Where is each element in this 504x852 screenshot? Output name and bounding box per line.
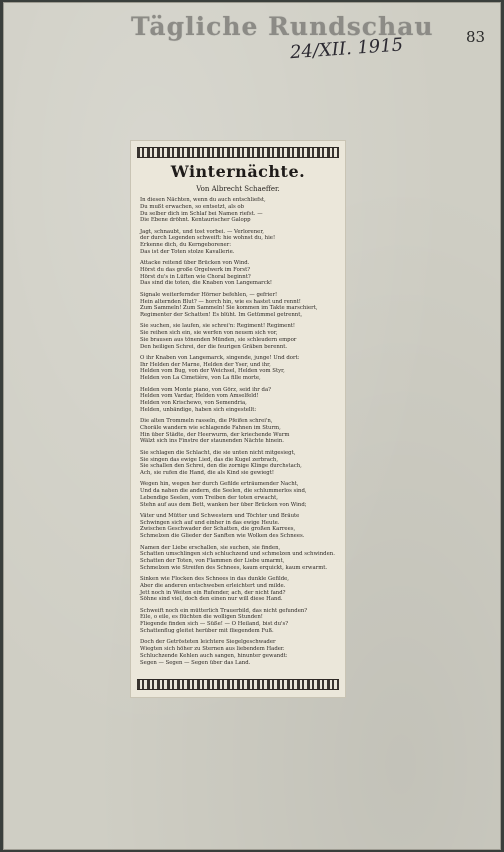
poem-line: Hörst du das große Orgelwerk im Forst? [140,266,251,273]
poem-line: Segen — Segen — Segen über das Land. [140,659,251,666]
poem-line: Sie schlagen die Schlacht, die sie unten nicht mitgesiegt, [140,449,296,456]
poem-line: Sie brausen aus tönenden Münden, sie schleudern empor [140,336,297,343]
poem-line: Erkenne dich, du Kerngeborener: [140,242,232,249]
stanza [140,260,338,287]
poem-line: Wiegten sich höher zu Sternen aus liebendem Hader. [140,646,285,653]
poem-line: Regimenter der Schatten! Es blüht. Im Getümmel getrennt, [140,312,303,319]
poem-byline: Von Albrecht Schaeffer. [196,185,280,193]
poem-line: Ihr Helden der Marne, Helden der Yser, und ihr, [140,361,271,368]
stanza [140,513,338,540]
archive-page [3,2,501,850]
poem-line: Sie reihen sich ein, sie werfen von neuem sich vor, [140,330,278,337]
stanza [140,545,338,572]
poem-line: Aber die anderen entschweben erleichtert und milde. [140,582,286,589]
poem-line: Schatten umschlingen sich schluchzend und schmelzen und schwinden. [140,551,335,558]
poem-line: Den heiligen Schrei, der die feurigen Gräben berennt. [140,343,288,350]
stanza [140,323,338,350]
poem-line: Die alten Trommeln rasseln, die Pfeifen schrei'n, [140,418,273,425]
poem-line: Stehn auf aus dem Bett, wanken her über Brücken von Wind; [140,501,307,508]
poem-line: Du mußt erwachen, so entsetzt, als ob [140,203,245,210]
decorative-border-bottom [137,679,339,690]
poem-line: Helden vom Vardar, Helden vom Amselfeld! [140,393,259,400]
stanza [140,292,338,319]
poem-line: Eile, o eile, es flüchten die wolligen Stunden! [140,614,263,621]
decorative-border-top [137,147,339,158]
poem-line: In diesen Nächten, wenn du auch entschliefst, [140,197,266,203]
stanza [140,608,338,635]
stanza [140,355,338,382]
stanza [140,639,338,666]
poem-line: Namen der Liebe erschallen, sie suchen, sie finden, [140,544,281,551]
poem-line: Ach, sie rufen die Hand, die als Kind sie gewiegt! [140,470,275,476]
poem-line: Helden, unbändige, haben sich eingestellt: [140,406,257,413]
poem-line: Hin über Städte, der Heerwurm, der kriechende Wurm [140,431,290,438]
poem-line: Schweift noch ein mütterlich Trauerbild, das nicht gefunden? [140,607,308,614]
poem-line: Wegen hin, wegen her durch Gefilde erträumender Nacht, [140,481,299,488]
handwritten-date: 24/XII. 1915 [289,34,404,64]
poem-line: Die Ebene dröhnt. Kentaurischer Galopp [140,217,251,224]
stanza [140,387,338,414]
poem-line: Schluchzende Kehlen auch sangen, hinunter gewandt: [140,652,288,659]
stanza [140,576,338,603]
poem-line: Lebendige Seelen, vom Treiben der toten erwacht, [140,494,278,501]
poem-line: Das sind die toten, die Knaben von Langemarck! [140,280,273,287]
stanza [140,418,338,445]
stanza [140,481,338,508]
stanza [140,197,338,224]
poem-line: Choräle wandern wie schlagende Fahnen im Sturm, [140,424,281,431]
poem-line: Schmelzen die Glieder der Sanften wie Wolken des Schnees. [140,533,305,540]
poem-line: Schatten der Toten, von Flammen der Liebe umarmt, [140,558,285,565]
poem-line: Und da nahen die andern, die Seelen, die schlummerlos sind, [140,488,307,495]
poem-title: Winternächte. [170,162,306,181]
poem-line: Helden von Krischewo, von Semendria, [140,400,247,407]
page-number: 83 [466,28,486,46]
poem-line: Fliegende finden sich — Süße! — O Heiland, bist du's? [140,621,289,628]
poem-line: Du selber dich im Schlaf bei Namen riefst. — [140,210,263,217]
poem-line: Attacke reitend über Brücken von Wind. [140,260,250,267]
poem-line: Sie suchen, sie laufen, sie schrei'n: Regiment! Regiment! [140,323,296,330]
poem-line: Wälzt sich ins Finstre der staunenden Nächte hinein. [140,438,284,445]
poem-line: Helden vom Monte piano, von Görz, seid ihr da? [140,386,272,393]
poem-line: O ihr Knaben von Langemarck, singende, junge! Und dort: [140,354,300,361]
poem-line: Hörst du's in Lüften wie Choral beginnt? [140,273,251,280]
newspaper-clipping [131,141,345,697]
poem-line: Doch der Getrösteten leichtere Siegelgeschwader [140,639,276,646]
poem-line: Sie schallen den Schrei, den die zornige Klinge durchstach, [140,463,302,470]
poem-line: Zwischen Geschwader der Schatten, die großen Karrees, [140,526,296,533]
stanza [140,229,338,256]
newspaper-masthead-stamp: Tägliche Rundschau [131,12,434,41]
poem-line: Helden vom Bug, von der Weichsel, Helden vom Styr, [140,368,285,375]
poem-line: Jett noch in Weiten ein Rufender, ach, der nicht fand? [140,589,286,596]
poem-line: Väter und Mütter und Schwestern und Töchter und Bräute [140,512,300,519]
poem-line: Das ist der Toten stolze Kavallerie. [140,248,235,255]
poem-line: Sinken wie Flocken des Schnees in das dunkle Gefilde, [140,576,289,583]
poem-line: Sie singen das ewige Lied, das die Kugel zerbrach, [140,456,279,463]
poem-line: Hein alternden Blut? — horch hin, wie es hastet und rennt! [140,298,301,305]
poem-line: Zum Sammeln! Zum Sammeln! Sie kommen im Takte marschiert, [140,305,318,312]
poem-line: Schattenflug gleitet herüber mit fliegendem Fuß. [140,627,274,634]
stanza [140,450,338,477]
poem-line: der durch Legenden schweift: hie wohnst du, hie! [140,235,276,242]
poem-line: Schmelzen wie Streifen des Schnees, kaum erquickt, kaum erwarmt. [140,564,328,571]
poem-line: Helden von La Cimetière, von La fille morte, [140,375,261,382]
poem-body [140,197,338,671]
poem-line: Signale weiterfernder Hörner befehlen, — gefrier! [140,291,278,298]
poem-line: Jagt, schnaubt, und tost vorbei. — Verlorener, [140,228,264,235]
poem-line: Schwingen sich auf und einher in das ewige Heute. [140,519,280,526]
poem-line: Söhne sind viel, doch den einen nur will diese Hand. [140,596,283,603]
